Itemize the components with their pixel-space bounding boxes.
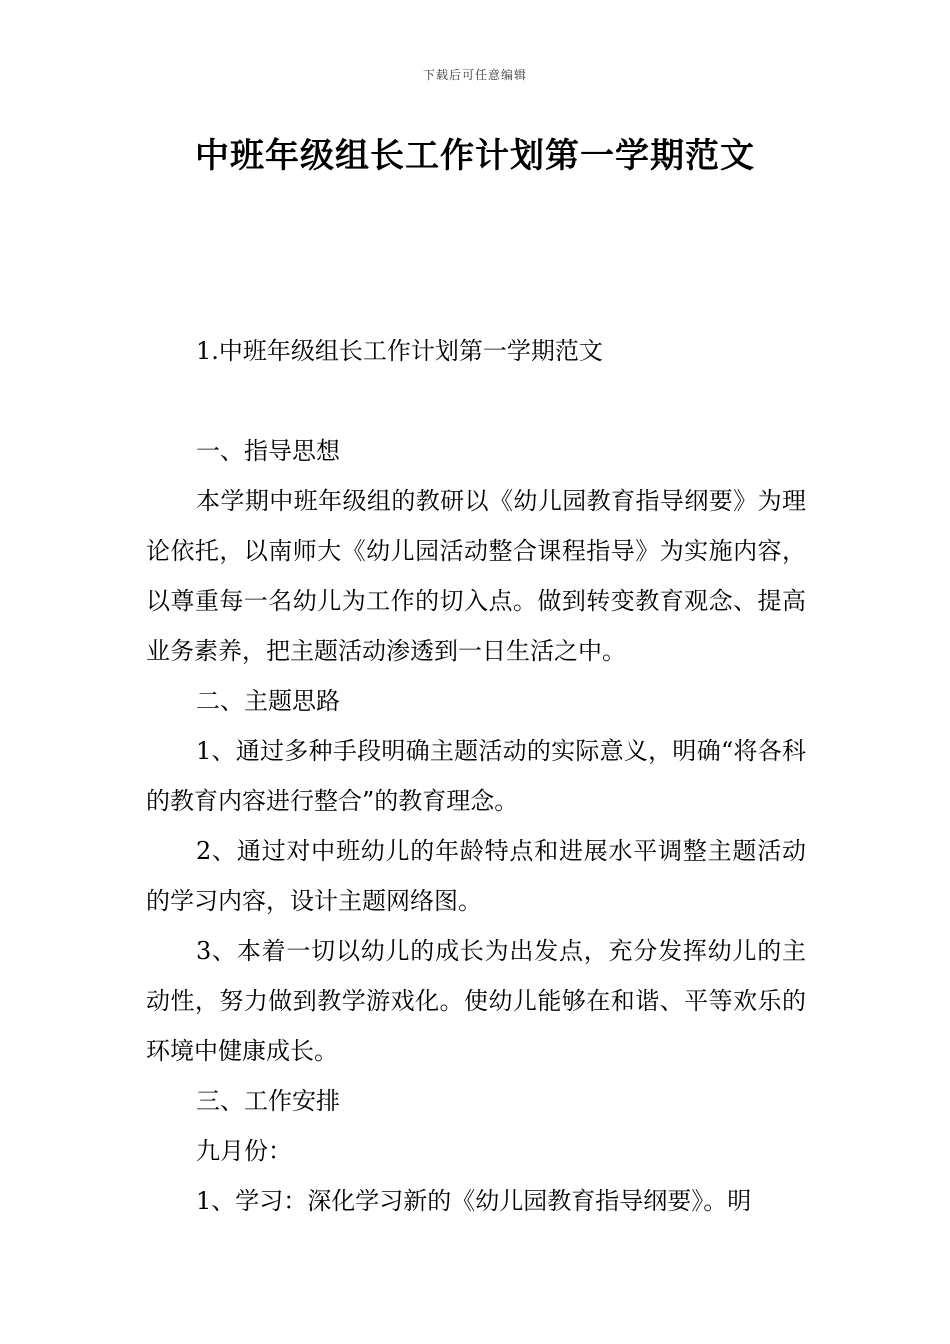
item-title: 1.中班年级组长工作计划第一学期范文 — [196, 337, 603, 365]
document-body — [146, 326, 806, 1226]
document-title: 中班年级组长工作计划第一学期范文 — [195, 136, 755, 176]
section-heading-theme-ideas: 二、主题思路 — [196, 687, 340, 715]
section-heading-work-arrangement: 三、工作安排 — [196, 1087, 340, 1115]
paragraph-september: 九月份： — [196, 1137, 292, 1165]
section-heading-guiding-thought: 一、指导思想 — [196, 437, 340, 465]
paragraph-guiding-thought: 本学期中班年级组的教研以《幼儿园教育指导纲要》为理论依托，以南师大《幼儿园活动整合课程指导》为实施内容，以尊重每一名幼儿为工作的切入点。做到转变教育观念、提高业务素养，把主题活动渗透到一日生活之中。 — [146, 487, 806, 665]
paragraph-spacer — [146, 376, 806, 426]
paragraph-september-item-1: 1、学习：深化学习新的《幼儿园教育指导纲要》。明 — [196, 1187, 752, 1215]
paragraph-theme-idea-1: 1、通过多种手段明确主题活动的实际意义，明确“将各科的教育内容进行整合”的教育理念。 — [146, 737, 806, 815]
paragraph-theme-idea-3: 3、本着一切以幼儿的成长为出发点，充分发挥幼儿的主动性，努力做到教学游戏化。使幼儿能够在和谐、平等欢乐的环境中健康成长。 — [146, 937, 806, 1065]
header-note: 下载后可任意编辑 — [422, 68, 527, 82]
paragraph-theme-idea-2: 2、通过对中班幼儿的年龄特点和进展水平调整主题活动的学习内容，设计主题网络图。 — [146, 837, 806, 915]
